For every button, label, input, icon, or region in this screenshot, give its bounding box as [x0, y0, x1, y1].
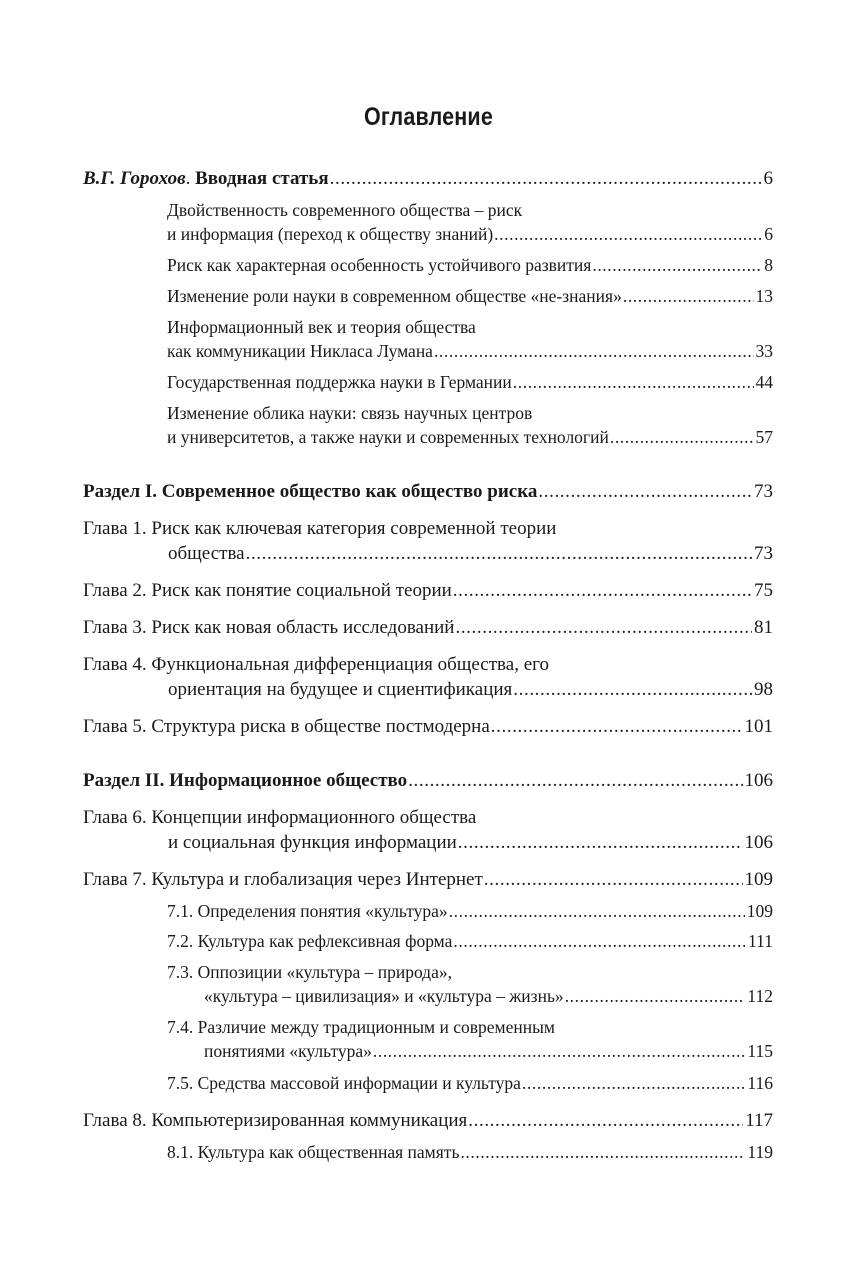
page-number: 111: [748, 931, 773, 951]
page-number: 109: [746, 901, 773, 921]
entry-line-2: как коммуникации Никласа Лумана: [167, 341, 433, 361]
page-number: 115: [747, 1041, 773, 1061]
dot-leader: [512, 677, 752, 702]
page-number: 117: [745, 1110, 773, 1131]
dot-leader: [512, 370, 754, 394]
entry-line-1: Изменение облика науки: связь научных центров: [167, 403, 533, 423]
entry-line-1: 7.1. Определения понятия «культура»: [167, 901, 448, 921]
page-title: Оглавление: [364, 103, 493, 131]
toc-chapter-5[interactable]: [83, 714, 773, 739]
dot-leader: [467, 1108, 743, 1133]
toc-chapter-6[interactable]: [83, 805, 773, 855]
toc-entry-intro-1[interactable]: [83, 198, 773, 246]
toc-chapter-7[interactable]: [83, 867, 773, 892]
entry-line-1: 8.1. Культура как общественная память: [167, 1142, 460, 1162]
entry-line-1: Глава 6. Концепции информационного общества: [83, 807, 477, 828]
page-number: 106: [744, 770, 773, 791]
intro-label: Вводная статья: [195, 168, 329, 189]
entry-line-1: 7.5. Средства массовой информации и культура: [167, 1073, 521, 1093]
dot-leader: [407, 768, 742, 793]
dot-leader: [591, 253, 762, 277]
entry-line-2: ориентация на будущее и сциентификация: [168, 679, 513, 700]
page-number: 119: [747, 1142, 773, 1162]
entry-line-1: Глава 2. Риск как понятие социальной теории: [83, 580, 452, 601]
dot-leader: [490, 714, 743, 739]
toc-entry-intro-5[interactable]: [83, 370, 773, 394]
toc-subentry-7-2[interactable]: [83, 929, 773, 953]
dot-leader: [483, 867, 743, 892]
dot-leader: [459, 1140, 745, 1164]
toc-section-1[interactable]: [83, 479, 773, 504]
toc-section-2[interactable]: [83, 768, 773, 793]
dot-leader: [564, 984, 746, 1008]
entry-line-1: Государственная поддержка науки в Германии: [167, 372, 512, 392]
page-number: 112: [747, 986, 773, 1006]
page-number: 13: [755, 286, 773, 306]
entry-line-2: «культура – цивилизация» и «культура – жизнь»: [204, 986, 564, 1006]
entry-line-2: и социальная функция информации: [168, 832, 457, 853]
toc-entry-intro-2[interactable]: [83, 253, 773, 277]
page-number: 116: [747, 1073, 773, 1093]
toc-chapter-2[interactable]: [83, 578, 773, 603]
dot-leader: [245, 541, 752, 566]
page-number: 106: [744, 832, 773, 853]
entry-line-1: Глава 5. Структура риска в обществе постмодерна: [83, 716, 490, 737]
intro-author-separator: .: [185, 168, 196, 189]
page-number: 98: [754, 679, 773, 700]
entry-line-1: 7.4. Различие между традиционным и современным: [167, 1017, 555, 1037]
toc-entry-intro-3[interactable]: [83, 284, 773, 308]
entry-line-2: общества: [168, 543, 245, 564]
page-number: 8: [764, 255, 773, 275]
toc-chapter-8[interactable]: [83, 1108, 773, 1133]
entry-line-1: Двойственность современного общества – риск: [167, 200, 523, 220]
dot-leader: [454, 615, 752, 640]
page-number: 6: [764, 224, 773, 244]
dot-leader: [609, 425, 754, 449]
page-number: 73: [754, 543, 773, 564]
dot-leader: [452, 929, 746, 953]
toc-subentry-7-4[interactable]: [83, 1015, 773, 1063]
toc-subentry-7-5[interactable]: [83, 1071, 773, 1095]
entry-line-2: и информация (переход к обществу знаний): [167, 224, 494, 244]
entry-line-1: Глава 1. Риск как ключевая категория современной теории: [83, 518, 557, 539]
toc-subentry-8-1[interactable]: [83, 1140, 773, 1164]
intro-author: В.Г. Горохов: [83, 168, 186, 189]
dot-leader: [448, 899, 745, 923]
toc-entry-intro[interactable]: [83, 166, 773, 191]
page-number: 73: [754, 481, 773, 502]
dot-leader: [372, 1039, 746, 1063]
dot-leader: [329, 166, 762, 191]
dot-leader: [537, 479, 752, 504]
dot-leader: [457, 830, 743, 855]
entry-line-1: Изменение роли науки в современном обществе «не-знания»: [167, 286, 622, 306]
dot-leader: [493, 222, 762, 246]
section-label: Раздел II. Информационное общество: [83, 770, 408, 791]
entry-line-1: 7.2. Культура как рефлексивная форма: [167, 931, 453, 951]
dot-leader: [433, 339, 754, 363]
page-number: 109: [744, 869, 773, 890]
toc-chapter-1[interactable]: [83, 516, 773, 566]
toc-entry-intro-4[interactable]: [83, 315, 773, 363]
entry-line-1: Глава 4. Функциональная дифференциация общества, его: [83, 654, 549, 675]
toc-subentry-7-3[interactable]: [83, 960, 773, 1008]
dot-leader: [452, 578, 752, 603]
dot-leader: [622, 284, 754, 308]
entry-line-1: Глава 7. Культура и глобализация через Интернет: [83, 869, 483, 890]
page-number: 6: [763, 168, 773, 189]
toc-chapter-3[interactable]: [83, 615, 773, 640]
entry-line-1: 7.3. Оппозиции «культура – природа»,: [167, 962, 452, 982]
entry-line-1: Глава 8. Компьютеризированная коммуникация: [83, 1110, 468, 1131]
entry-line-2: и университетов, а также науки и современных технологий: [167, 427, 609, 447]
page-number: 57: [755, 427, 773, 447]
page-number: 75: [754, 580, 773, 601]
page-number: 101: [744, 716, 773, 737]
entry-line-2: понятиями «культура»: [204, 1041, 372, 1061]
dot-leader: [521, 1071, 745, 1095]
page-number: 44: [755, 372, 773, 392]
section-label: Раздел I. Современное общество как общество риска: [83, 481, 538, 502]
entry-line-1: Глава 3. Риск как новая область исследований: [83, 617, 455, 638]
page-number: 33: [755, 341, 773, 361]
entry-line-1: Риск как характерная особенность устойчивого развития: [167, 255, 592, 275]
toc-subentry-7-1[interactable]: [83, 899, 773, 923]
toc-chapter-4[interactable]: [83, 652, 773, 702]
entry-line-1: Информационный век и теория общества: [167, 317, 476, 337]
toc-entry-intro-6[interactable]: [83, 401, 773, 449]
page-number: 81: [754, 617, 773, 638]
